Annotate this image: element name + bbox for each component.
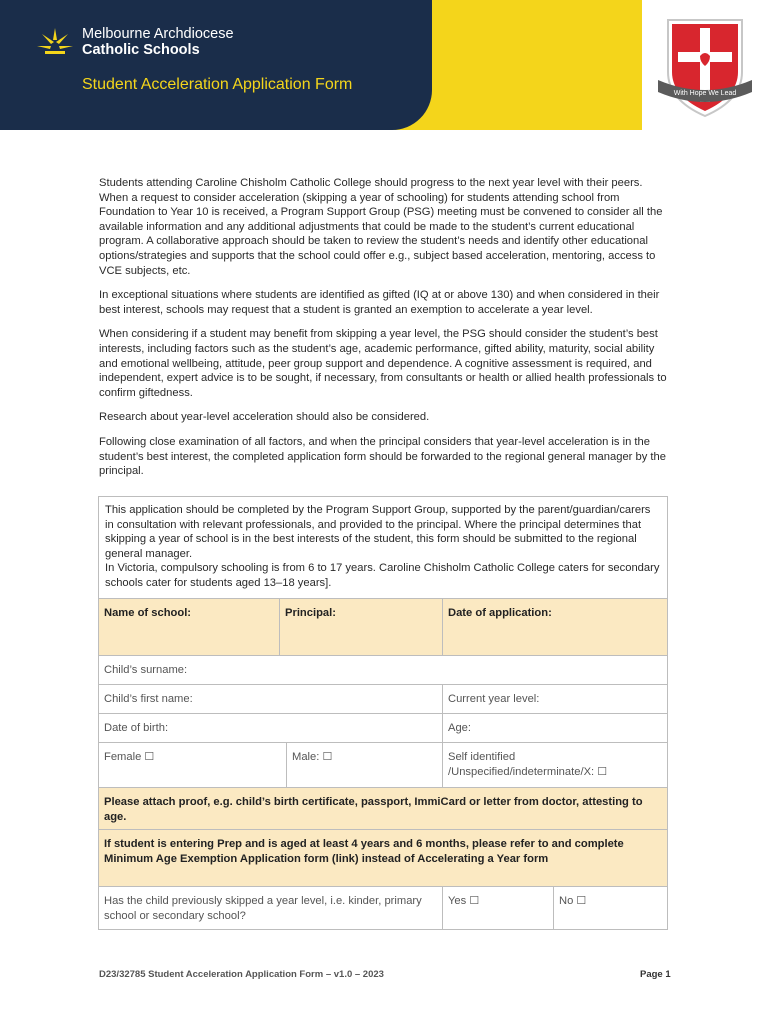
- skipped-question: Has the child previously skipped a year level, i.e. kinder, primary school or secondary school?: [99, 887, 443, 929]
- form-instruction-paragraph: In Victoria, compulsory schooling is from 6 to 17 years. Caroline Chisholm Catholic College caters for secondary schools cater for students aged 13–18 years].: [105, 562, 660, 589]
- principal-field[interactable]: Principal:: [280, 599, 443, 655]
- female-checkbox[interactable]: Female ☐: [99, 743, 287, 787]
- intro-paragraph: Following close examination of all factors, and when the principal considers that year-level acceleration is in the student’s best interest, the completed application form should be forwarded to the regional general manager by the principal.: [99, 435, 666, 478]
- yes-checkbox[interactable]: Yes ☐: [443, 887, 554, 929]
- school-name-field[interactable]: Name of school:: [99, 599, 280, 655]
- proof-note: Please attach proof, e.g. child’s birth certificate, passport, ImmiCard or letter from doctor, attesting to age.: [104, 796, 643, 823]
- date-of-application-field[interactable]: Date of application:: [443, 599, 667, 655]
- male-checkbox[interactable]: Male: ☐: [287, 743, 443, 787]
- crest-motto: With Hope We Lead: [673, 90, 737, 97]
- college-crest-icon: [656, 16, 754, 120]
- page-number: Page 1: [640, 969, 671, 980]
- org-logo: [36, 26, 234, 58]
- school-row: [99, 598, 667, 655]
- intro-paragraph: In exceptional situations where students are identified as gifted (IQ at or above 130) and when considered in their best interest, schools may request that a student is granted an exemption to accelerate a year level.: [99, 289, 660, 316]
- page-title: Student Acceleration Application Form: [82, 76, 353, 93]
- firstname-row: [99, 684, 667, 713]
- skipped-row: [99, 886, 667, 929]
- form-instruction-paragraph: This application should be completed by the Program Support Group, supported by the parent/guardian/carers in consultation with relevant professionals, and provided to the principal. Where the principal determines that skipping a year of school is in the best interests of the student, this form should be submitted to the regional general manager.: [105, 504, 651, 560]
- surname-row: [99, 655, 667, 684]
- surname-field[interactable]: Child’s surname:: [104, 664, 188, 676]
- no-checkbox[interactable]: No ☐: [559, 895, 587, 907]
- first-name-field[interactable]: Child’s first name:: [99, 685, 443, 713]
- proof-note-row: [99, 787, 667, 829]
- gender-row: [99, 742, 667, 787]
- sunburst-logo-icon: [36, 26, 74, 56]
- intro-paragraph: Students attending Caroline Chisholm Catholic College should progress to the next year level with their peers. When a request to consider acceleration (skipping a year of schooling) for students attending school from Foundation to Year 10 is received, a Program Support Group (PSG) meeting must be convened to consider all the available information and any additional adjustments that could be made to the student’s current educational program. A collaborative approach should be taken to review the student’s needs and identify other educational options/strategies and supports that the school could offer e.g., subject based acceleration, mentoring, access to VCE subjects, etc.: [99, 177, 663, 277]
- document-reference: D23/32785 Student Acceleration Application Form – v1.0 – 2023: [99, 969, 384, 980]
- form-instructions: [99, 497, 667, 591]
- org-name-line1: Melbourne Archdiocese: [82, 26, 234, 42]
- date-of-birth-field[interactable]: Date of birth:: [99, 714, 443, 742]
- self-identified-checkbox[interactable]: Self identified /Unspecified/indeterminate/X: ☐: [448, 751, 608, 778]
- intro-paragraph: Research about year-level acceleration should also be considered.: [99, 411, 430, 424]
- intro-text: [99, 176, 674, 489]
- application-form: [98, 496, 668, 930]
- dob-row: [99, 713, 667, 742]
- prep-note: If student is entering Prep and is aged at least 4 years and 6 months, please refer to and complete Minimum Age Exemption Application form (link) instead of Accelerating a Year form: [104, 838, 624, 865]
- header-navy-block: [0, 0, 432, 130]
- intro-paragraph: When considering if a student may benefit from skipping a year level, the PSG should consider the student’s best interests, including factors such as the student’s age, academic performance, gifted ability, maturity, social ability and emotional wellbeing, attitude, peer group support and dependence. A cognitive assessment is required, and independent, expert advice is to be sought, if necessary, from consultants or health or allied health professionals to confirm giftedness.: [99, 328, 667, 399]
- org-name-line2: Catholic Schools: [82, 42, 200, 58]
- age-field[interactable]: Age:: [448, 722, 472, 734]
- prep-note-row: [99, 829, 667, 886]
- current-year-level-field[interactable]: Current year level:: [448, 693, 540, 705]
